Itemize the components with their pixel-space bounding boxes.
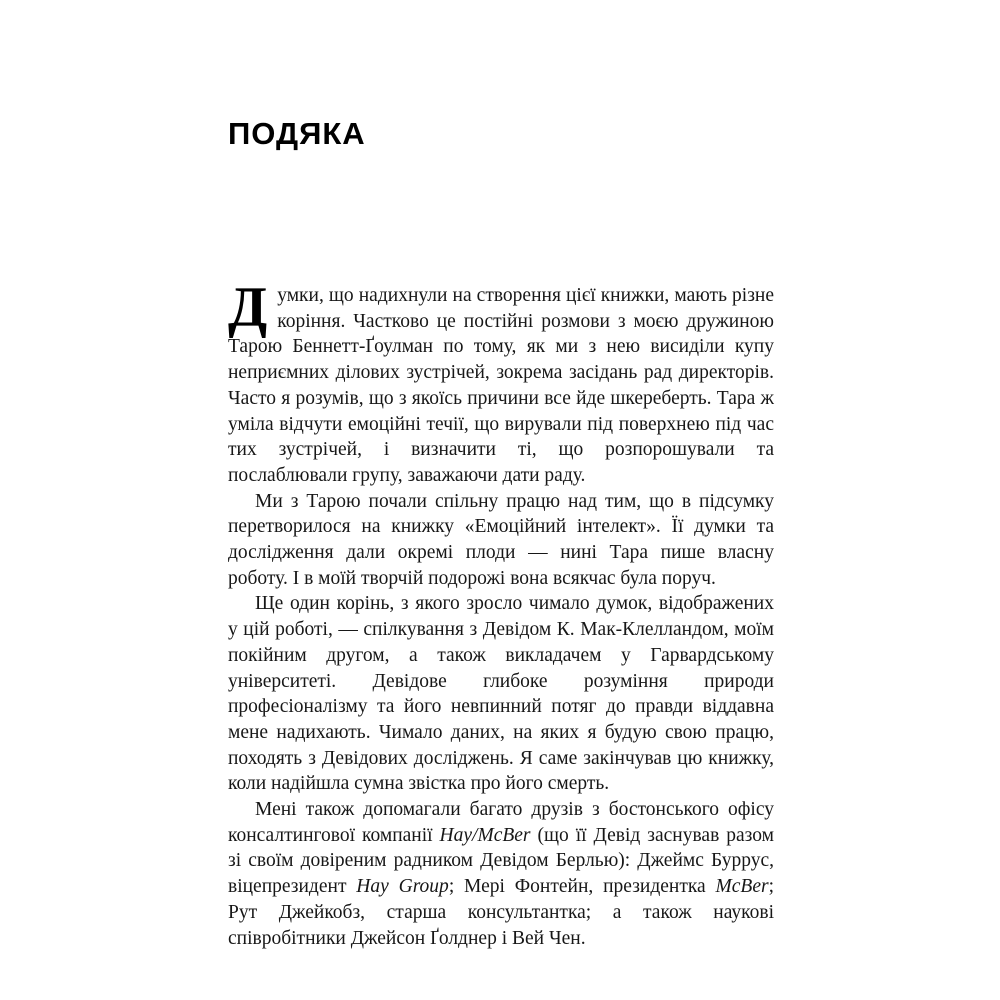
paragraph-3: Ще один корінь, з якого зросло чимало думок, відображених у цій роботі, — спілкування з Девідом К. Мак-Клелландом, моїм покійним другом, а також викладачем у Гарвардському університеті. Девідове глибоке розуміння природи професіоналізму та його невпинний потяг до правди віддавна мене надихають. Чимало даних, на яких я будую свою працю, походять з Девідових досліджень. Я саме закінчував цю книжку, коли надійшла сумна звістка про його смерть. bbox=[228, 593, 774, 795]
paragraph-4-text: Мені також допомагали багато друзів з бостонського офісу консалтингової компанії bbox=[228, 799, 774, 846]
paragraph-4-text: ; Мері Фонтейн, президентка bbox=[448, 876, 716, 898]
company-name-mcber: McBer bbox=[715, 876, 769, 898]
paragraph-4-text: (що її Девід заснував разом зі своїм довіреним радником Девідом Берлью): Джеймс Буррус, віцепрезидент bbox=[228, 824, 774, 898]
company-name-hay-group: Hay Group bbox=[356, 876, 449, 898]
paragraph-4 bbox=[228, 797, 774, 951]
paragraph-4-text: ; Рут Джейкобз, старша консультантка; а також наукові співробітники Джейсон Ґолднер і Вей Чен. bbox=[228, 876, 775, 949]
chapter-title: ПОДЯКА bbox=[228, 116, 366, 151]
paragraph-2: Ми з Тарою почали спільну працю над тим, що в підсумку перетворилося на книжку «Емоційний інтелект». Її думки та дослідження дали окремі плоди — нині Тара пише власну роботу. І в моїй творчій подорожі вона всякчас була поруч. bbox=[228, 490, 774, 589]
dropcap-letter: Д bbox=[228, 276, 268, 339]
company-name-hay-mcber: Hay/McBer bbox=[439, 824, 531, 846]
paragraph-1-text: умки, що надихнули на створення цієї книжки, мають різне коріння. Частково це постійні розмови з моєю дружиною Тарою Беннетт-Ґоулман по тому, як ми з нею висиділи купу неприємних ділових зустрічей, зокрема засідань рад директорів. Часто я розумів, що з якоїсь причини все йде шкереберть. Тара ж уміла відчути емоційні течії, що вирували під поверхнею під час тих зустрічей, і визначити ті, що розпорошували та послаблювали групу, заважаючи дати раду. bbox=[228, 285, 774, 486]
body-text bbox=[228, 276, 775, 951]
paragraph-1 bbox=[228, 276, 774, 489]
